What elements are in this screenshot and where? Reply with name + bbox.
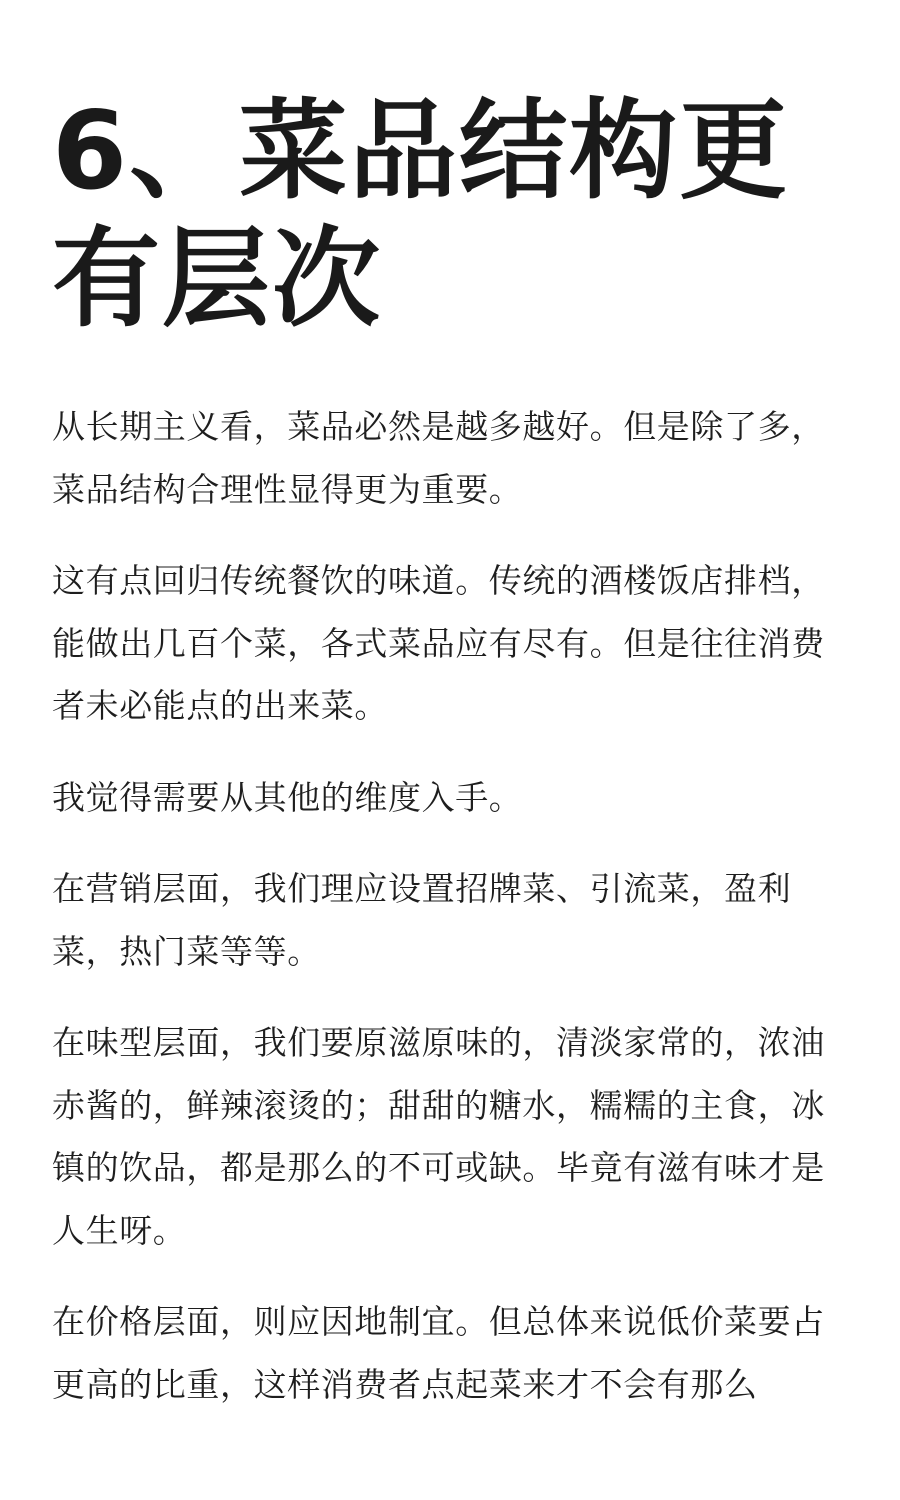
article xyxy=(52,88,858,1445)
paragraph: 这有点回归传统餐饮的味道。传统的酒楼饭店排档，能做出几百个菜，各式菜品应有尽有。但是往往消费者未必能点的出来菜。 xyxy=(52,561,825,725)
article-title: 6、菜品结构更有层次 xyxy=(52,89,790,342)
paragraph: 在营销层面，我们理应设置招牌菜、引流菜，盈利菜，热门菜等等。 xyxy=(52,869,792,971)
paragraph: 从长期主义看，菜品必然是越多越好。但是除了多，菜品结构合理性显得更为重要。 xyxy=(52,407,825,509)
paragraph: 在价格层面，则应因地制宜。但总体来说低价菜要占更高的比重，这样消费者点起菜来才不会有那么 xyxy=(52,1302,825,1404)
paragraph: 我觉得需要从其他的维度入手。 xyxy=(52,777,523,817)
article-body xyxy=(52,396,858,1416)
paragraph: 在味型层面，我们要原滋原味的，清淡家常的，浓油赤酱的，鲜辣滚烫的；甜甜的糖水，糯糯的主食，冰镇的饮品，都是那么的不可或缺。毕竟有滋有味才是人生呀。 xyxy=(52,1023,825,1250)
